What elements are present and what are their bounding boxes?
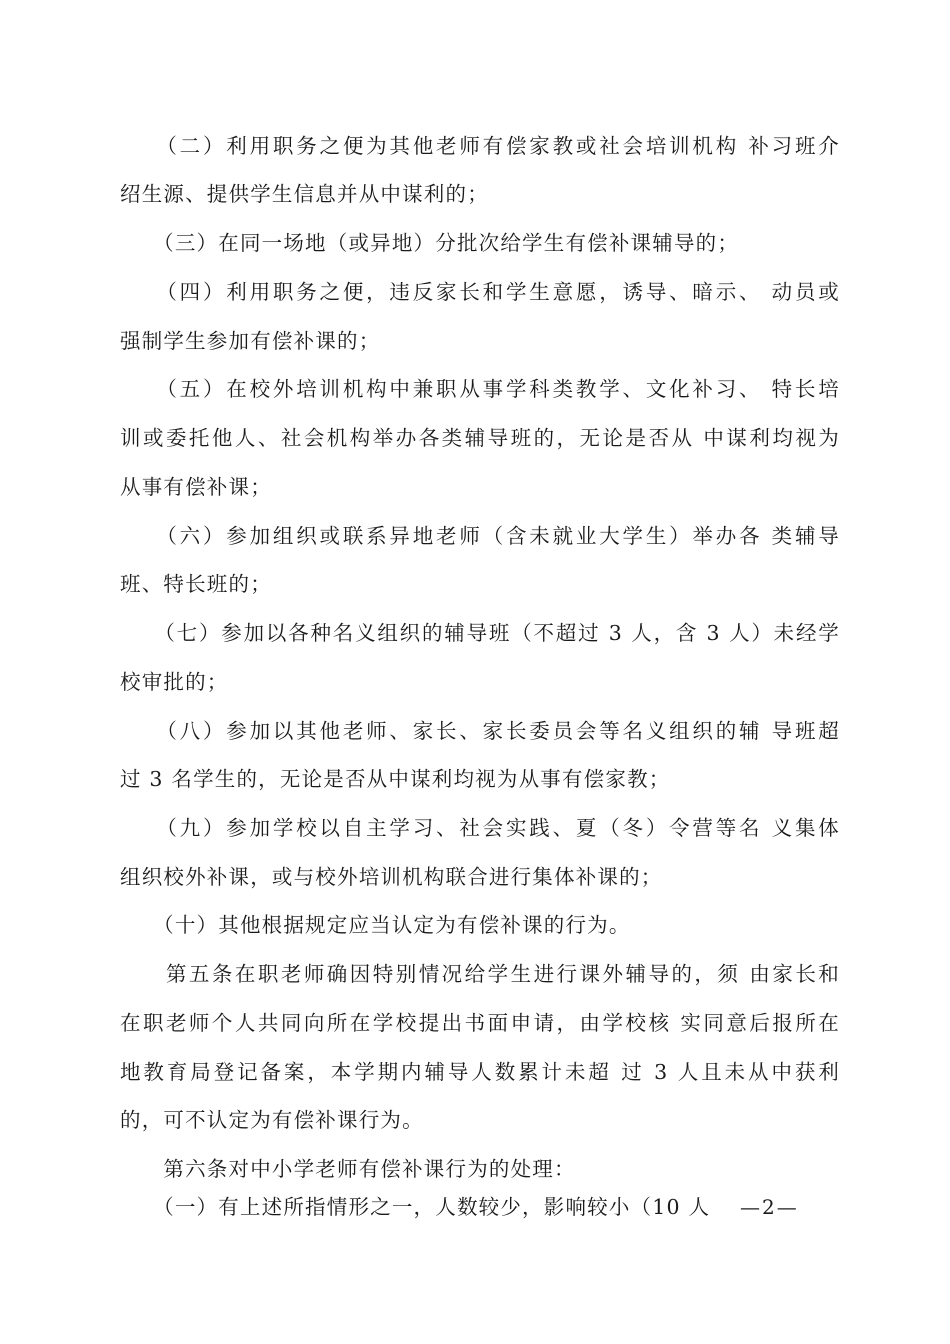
paragraph-line: 的，可不认定为有偿补课行为。 — [120, 1108, 424, 1132]
paragraph-line: （十）其他根据规定应当认定为有偿补课的行为。 — [120, 913, 631, 937]
paragraph-line: （六）参加组织或联系异地老师（含未就业大学生）举办各 类辅导 — [120, 524, 840, 548]
paragraph-line: （七）参加以各种名义组织的辅导班（不超过 3 人，含 3 人）未经学 — [120, 621, 840, 645]
paragraph-line: 组织校外补课，或与校外培训机构联合进行集体补课的； — [120, 865, 663, 889]
paragraph-line: （八）参加以其他老师、家长、家长委员会等名义组织的辅 导班超 — [120, 719, 840, 743]
paragraph-line: 在职老师个人共同向所在学校提出书面申请，由学校核 实同意后报所在 — [120, 1011, 840, 1035]
paragraph-line: （一）有上述所指情形之一，人数较少，影响较小（10 人 — [120, 1195, 711, 1219]
paragraph-line: 第六条对中小学老师有偿补课行为的处理： — [120, 1157, 576, 1181]
paragraph-line: 地教育局登记备案，本学期内辅导人数累计未超 过 3 人且未从中获利 — [120, 1060, 840, 1084]
paragraph-line: 训或委托他人、社会机构举办各类辅导班的，无论是否从 中谋利均视为 — [120, 426, 840, 450]
paragraph-line: 绍生源、提供学生信息并从中谋利的； — [120, 182, 489, 206]
paragraph-line: 班、特长班的； — [120, 572, 272, 596]
paragraph-line: 校审批的； — [120, 670, 229, 694]
paragraph-line: 从事有偿补课； — [120, 475, 272, 499]
paragraph-line: （三）在同一场地（或异地）分批次给学生有偿补课辅导的； — [120, 231, 740, 255]
paragraph-line: （四）利用职务之便，违反家长和学生意愿，诱导、暗示、 动员或 — [120, 280, 840, 304]
paragraph-line: （二）利用职务之便为其他老师有偿家教或社会培训机构 补习班介 — [120, 134, 840, 158]
paragraph-line: 过 3 名学生的，无论是否从中谋利均视为从事有偿家教； — [120, 767, 671, 791]
paragraph-line: 第五条在职老师确因特别情况给学生进行课外辅导的，须 由家长和 — [120, 962, 840, 986]
paragraph-line: 强制学生参加有偿补课的； — [120, 329, 381, 353]
paragraph-line: （九）参加学校以自主学习、社会实践、夏（冬）令营等名 义集体 — [120, 816, 840, 840]
page-number: —2— — [740, 1195, 799, 1219]
paragraph-line: （五）在校外培训机构中兼职从事学科类教学、文化补习、 特长培 — [120, 377, 840, 401]
